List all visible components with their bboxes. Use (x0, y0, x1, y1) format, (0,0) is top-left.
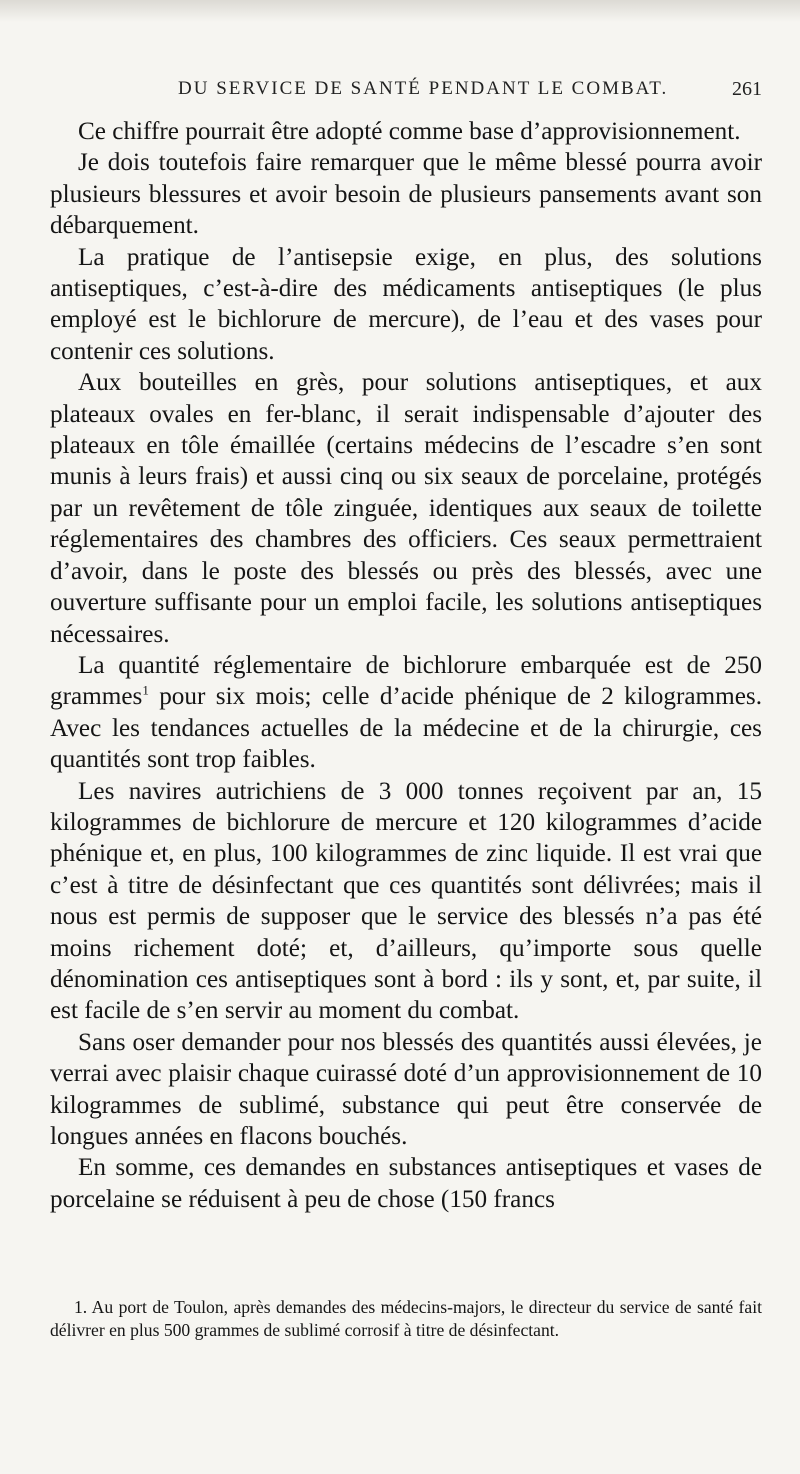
running-title: DU SERVICE DE SANTÉ PENDANT LE COMBAT. (178, 78, 669, 99)
paragraph-text: La quantité réglementaire de bichlorure embarquée est de 250 grammes (50, 651, 762, 711)
footnote-ref: 1 (142, 682, 149, 698)
paragraph: En somme, ces demandes en substances antiseptiques et vases de porcelaine se réduisent à peu de chose (150 francs (50, 1154, 762, 1213)
body-text (50, 116, 762, 1215)
scan-edge (0, 0, 800, 22)
paragraph-text: pour six mois; celle d’acide phénique de 2 kilogrammes. Avec les tendances actuelles de la médecine et de la chirurgie, ces quantités sont trop faibles. (50, 683, 762, 774)
paragraph: Je dois toutefois faire remarquer que le même blessé pourra avoir plusieurs blessures et avoir besoin de plusieurs pansements avant son débarquement. (50, 149, 762, 240)
paragraph (50, 650, 762, 776)
page-header (50, 78, 762, 104)
paragraph: Aux bouteilles en grès, pour solutions antiseptiques, et aux plateaux ovales en fer-blanc, il serait indispensable d’ajouter des plateaux en tôle émaillée (certains médecins de l’escadre s’en sont munis à leurs frais) et aussi cinq ou six seaux de porcelaine, protégés par un revêtement de tôle zinguée, identiques aux seaux de toilette réglementaires des chambres des officiers. Ces seaux permettraient d’avoir, dans le poste des blessés ou près des blessés, avec une ouverture suffisante pour un emploi facile, les solutions antiseptiques nécessaires. (50, 369, 762, 648)
page-number: 261 (732, 78, 762, 100)
footnote: 1. Au port de Toulon, après demandes des médecins-majors, le directeur du service de santé fait délivrer en plus 500 grammes de sublimé corrosif à titre de désinfectant. (50, 1297, 762, 1340)
footnotes (50, 1296, 762, 1342)
paragraph: Ce chiffre pourrait être adopté comme base d’approvisionnement. (78, 118, 741, 145)
paragraph: La pratique de l’antisepsie exige, en plus, des solutions antiseptiques, c’est-à-dire des médicaments antiseptiques (le plus employé est le bichlorure de mercure), de l’eau et des vases pour contenir ces solutions. (50, 243, 762, 365)
paragraph: Les navires autrichiens de 3 000 tonnes reçoivent par an, 15 kilogrammes de bichlorure de mercure et 120 kilogrammes d’acide phénique et, en plus, 100 kilogrammes de zinc liquide. Il est vrai que c’est à titre de désinfectant que ces quantités sont délivrées; mais il nous est permis de supposer que le service des blessés n’a pas été moins richement doté; et, d’ailleurs, qu’importe sous quelle dénomination ces antiseptiques sont à bord : ils y sont, et, par suite, il est facile de s’en servir au moment du combat. (50, 777, 762, 1025)
paragraph: Sans oser demander pour nos blessés des quantités aussi élevées, je verrai avec plaisir chaque cuirassé doté d’un approvisionnement de 10 kilogrammes de sublimé, substance qui peut être conservée de longues années en flacons bouchés. (50, 1028, 762, 1150)
